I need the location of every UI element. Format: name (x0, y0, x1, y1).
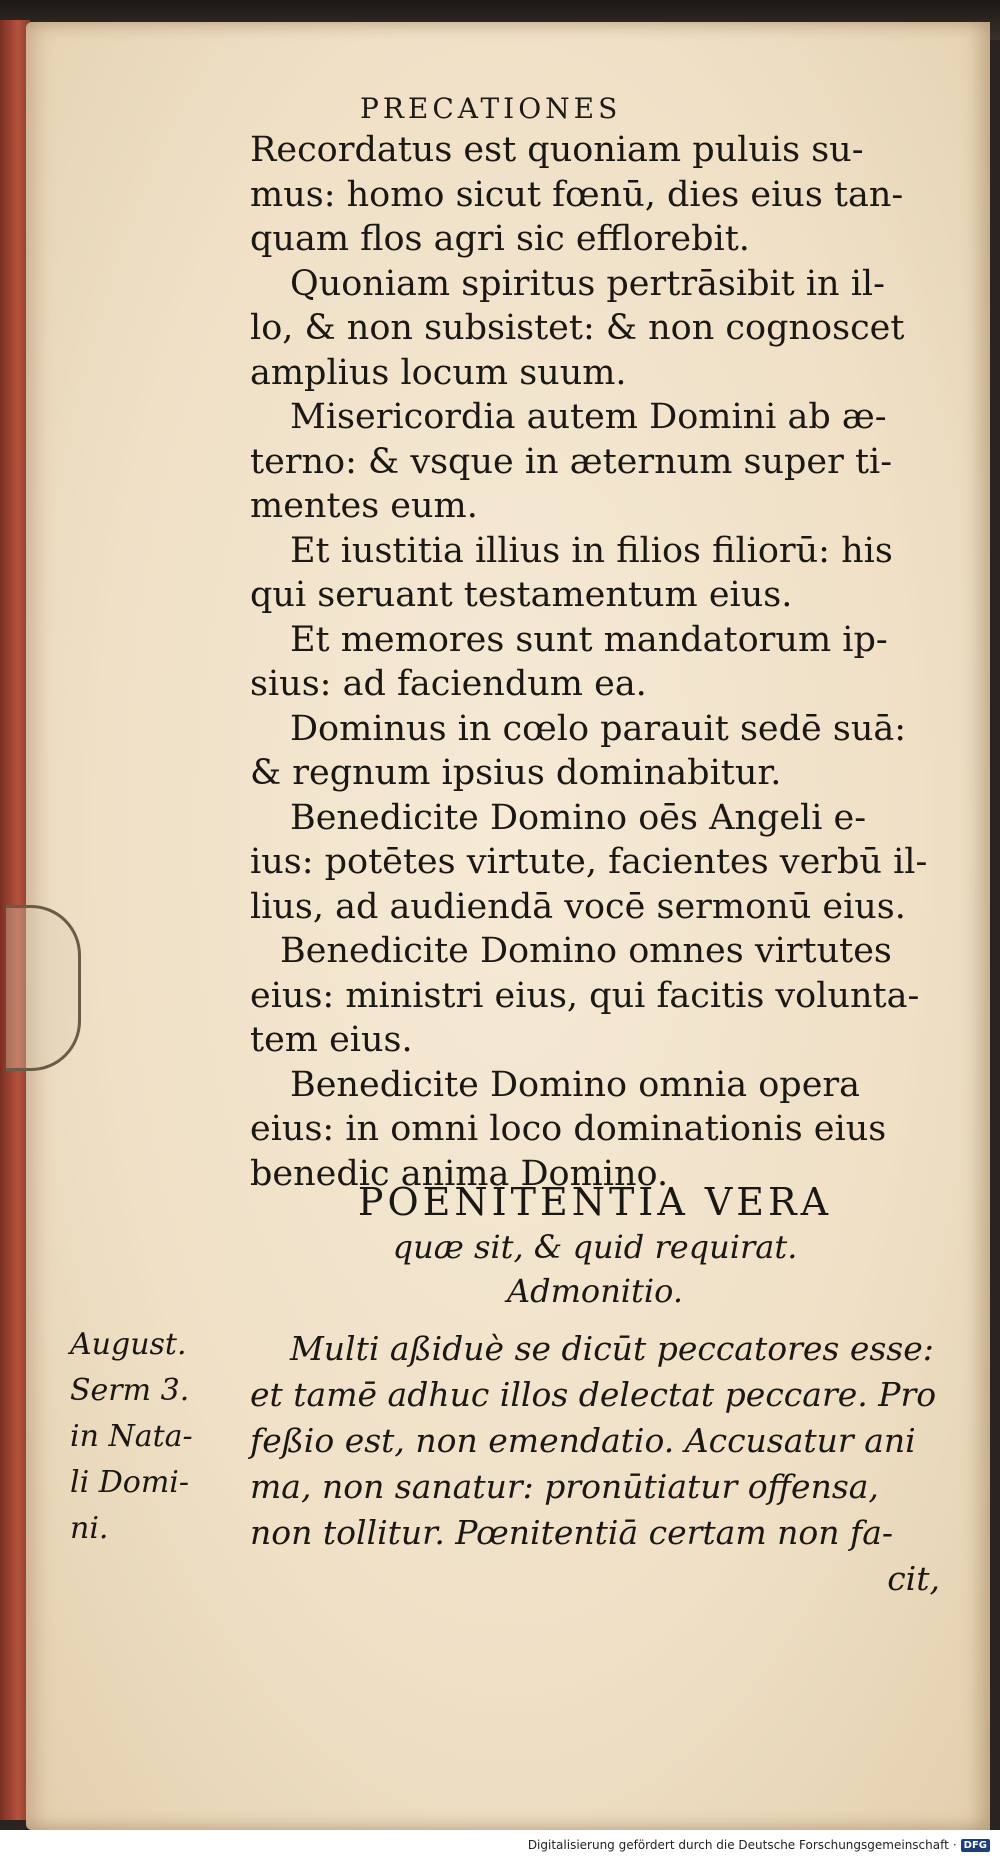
italic-line: non tollitur. Pœnitentiā certam non fa- (250, 1513, 894, 1552)
text-line: Dominus in cœlo parauit sedē suā: (290, 708, 907, 749)
text-line: & regnum ipsius dominabitur. (250, 753, 782, 793)
clasp-mark (6, 905, 81, 1071)
section-subheading: quæ sit, & quid requirat. (392, 1228, 798, 1266)
text-line: eius: in omni loco dominationis eius (250, 1109, 887, 1149)
text-line: benedic anima Domino. (250, 1153, 669, 1194)
text-line: quam flos agri sic efflorebit. (250, 219, 750, 259)
footer-credit (528, 1838, 990, 1852)
text-line: Benedicite Domino omnia opera (290, 1064, 861, 1105)
dfg-logo-icon: DFG (961, 1839, 990, 1852)
text-line: qui seruant testamentum eius. (250, 575, 793, 615)
text-line: Et memores sunt mandatorum ip- (290, 619, 888, 660)
text-line: mentes eum. (250, 486, 478, 526)
footer-credit-text: Digitalisierung gefördert durch die Deutsche Forschungsgemeinschaft (527, 1838, 949, 1852)
italic-line: feßio est, non emendatio. Accusatur ani (250, 1421, 916, 1460)
text-line: terno: & vsque in æternum super ti- (250, 441, 893, 482)
text-line: Et iustitia illius in filios filiorū: his (290, 530, 893, 571)
text-line: Misericordia autem Domini ab æ- (290, 397, 887, 437)
margin-note (70, 1322, 250, 1552)
text-line: Benedicite Domino omnes virtutes (280, 931, 892, 971)
footer-separator: · (952, 1838, 957, 1852)
text-line: eius: ministri eius, qui facitis volunta- (250, 975, 920, 1016)
text-line: Recordatus est quoniam puluis su- (250, 130, 864, 170)
margin-note-line: li Domi- (70, 1465, 190, 1500)
admonitio-label: Admonitio. (506, 1272, 683, 1310)
margin-note-line: Serm 3. (70, 1373, 190, 1408)
italic-text-block (250, 1326, 940, 1602)
text-line: ius: potētes virtute, facientes verbū il- (250, 842, 928, 882)
text-line: lo, & non subsistet: & non cognoscet (250, 308, 905, 348)
text-line: mus: homo sicut fœnū, dies eius tan- (250, 174, 904, 215)
italic-line: Multi aßiduè se dicūt peccatores esse: (290, 1329, 934, 1368)
text-line: Benedicite Domino oēs Angeli e- (290, 797, 867, 838)
running-header: PRECATIONES (360, 92, 622, 125)
text-line: lius, ad audiendā vocē sermonū eius. (250, 886, 906, 927)
margin-note-line: in Nata- (70, 1419, 193, 1454)
margin-note-line: August. (70, 1327, 187, 1362)
text-line: amplius locum suum. (250, 352, 627, 393)
italic-line: et tamē adhuc illos delectat peccare. Pro (250, 1375, 937, 1414)
italic-catchword: cit, (887, 1559, 940, 1598)
psalm-text-block (250, 128, 940, 1196)
text-line: sius: ad faciendum ea. (250, 664, 647, 704)
text-line: Quoniam spiritus pertrāsibit in il- (290, 263, 885, 304)
section-heading: POENITENTIA VERA (357, 1180, 833, 1224)
text-line: tem eius. (250, 1020, 413, 1060)
italic-line: ma, non sanatur: pronūtiatur offensa, (250, 1467, 879, 1506)
margin-note-line: ni. (70, 1511, 109, 1546)
